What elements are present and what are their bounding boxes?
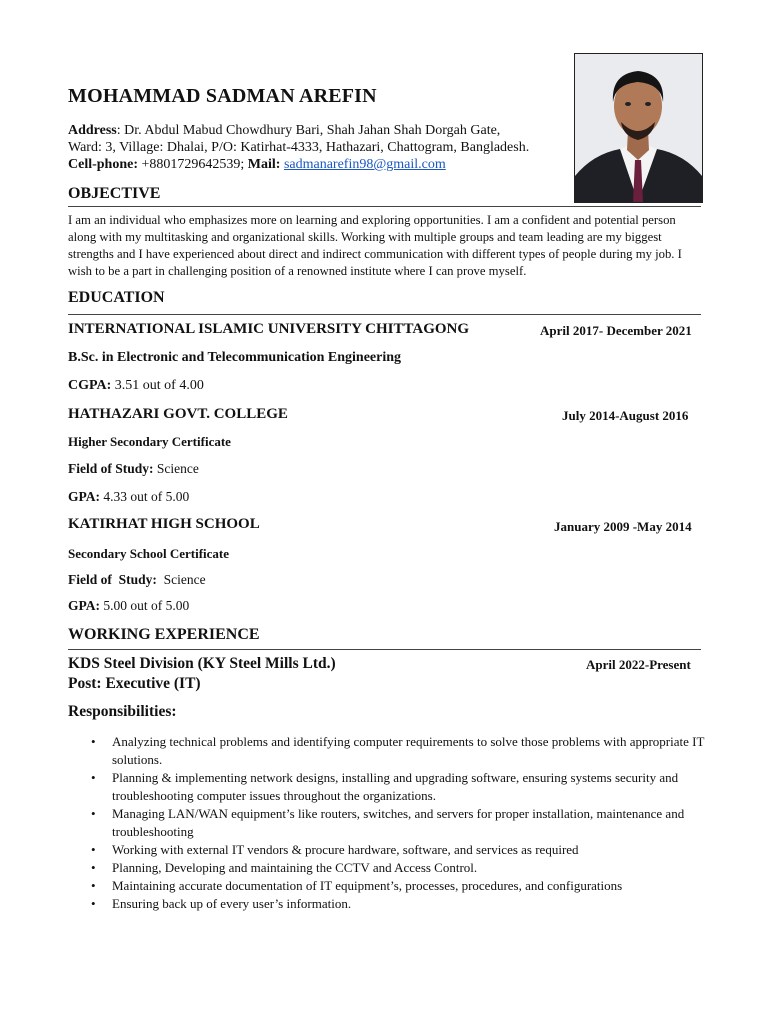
contact-line [68, 156, 568, 173]
profile-photo [574, 53, 703, 203]
email-link[interactable]: sadmanarefin98@gmail.com [283, 157, 446, 172]
list-item: • Managing LAN/WAN equipment’s like routers, switches, and servers for proper installation, maintenance and troubleshooting [112, 805, 712, 841]
field-label: Field of Study: [68, 461, 154, 476]
field-line [68, 572, 206, 588]
education-dates: July 2014-August 2016 [562, 408, 689, 423]
list-item: • Planning, Developing and maintaining the CCTV and Access Control. [112, 859, 712, 877]
list-item: • Ensuring back up of every user’s information. [112, 895, 712, 913]
list-item: • Analyzing technical problems and identifying computer requirements to solve those problems with appropriate IT solutions. [112, 733, 712, 769]
objective-divider [68, 206, 701, 207]
education-dates: April 2017- December 2021 [540, 323, 692, 338]
address-text-1: : Dr. Abdul Mabud Chowdhury Bari, Shah Jahan Shah Dorgah Gate, [116, 123, 501, 138]
education-divider [68, 314, 701, 315]
objective-heading: OBJECTIVE [68, 185, 161, 202]
grade-line [68, 598, 189, 614]
grade-value: 3.51 out of 4.00 [111, 378, 204, 393]
candidate-name: MOHAMMAD SADMAN AREFIN [68, 85, 377, 107]
job-post: Post: Executive (IT) [68, 675, 201, 692]
institution-name: HATHAZARI GOVT. COLLEGE [68, 406, 288, 422]
grade-label: CGPA: [68, 378, 112, 393]
experience-dates: April 2022-Present [586, 657, 691, 672]
responsibilities-list [112, 733, 712, 913]
grade-label: GPA: [68, 598, 100, 613]
mail-label: Mail: [247, 157, 281, 172]
list-item: • Planning & implementing network designs, installing and upgrading software, ensuring systems security and troubleshooting computer issues throughout the organizations. [112, 769, 712, 805]
contact-block [68, 122, 568, 173]
grade-value: 5.00 out of 5.00 [100, 598, 190, 613]
experience-divider [68, 649, 701, 650]
grade-value: 4.33 out of 5.00 [100, 489, 190, 504]
institution-name: KATIRHAT HIGH SCHOOL [68, 516, 260, 532]
field-label: Field of Study: [68, 572, 157, 587]
portrait-illustration [575, 54, 702, 202]
address-line-1 [68, 122, 568, 139]
grade-line [68, 489, 189, 505]
education-heading: EDUCATION [68, 289, 165, 306]
company-name: KDS Steel Division (KY Steel Mills Ltd.) [68, 655, 336, 672]
phone-label: Cell-phone: [68, 157, 138, 172]
experience-heading: WORKING EXPERIENCE [68, 626, 260, 643]
address-label: Address [68, 123, 117, 138]
field-value: Science [153, 461, 199, 476]
address-line-2: Ward: 3, Village: Dhalai, P/O: Katirhat-4333, Hathazari, Chattogram, Bangladesh. [68, 140, 530, 155]
education-dates: January 2009 -May 2014 [554, 519, 692, 534]
grade-line [68, 378, 204, 394]
responsibilities-heading: Responsibilities: [68, 703, 177, 720]
phone-number: +8801729642539; [138, 157, 248, 172]
degree-title: Higher Secondary Certificate [68, 434, 231, 449]
degree-title: Secondary School Certificate [68, 546, 230, 561]
degree-title: B.Sc. in Electronic and Telecommunication Engineering [68, 350, 402, 365]
grade-label: GPA: [68, 489, 100, 504]
list-item: • Maintaining accurate documentation of IT equipment’s, processes, procedures, and configurations [112, 877, 712, 895]
field-value: Science [156, 572, 206, 587]
field-line [68, 461, 199, 477]
institution-name: INTERNATIONAL ISLAMIC UNIVERSITY CHITTAGONG [68, 321, 470, 337]
list-item: • Working with external IT vendors & procure hardware, software, and services as required [112, 841, 712, 859]
objective-text: I am an individual who emphasizes more on learning and exploring opportunities. I am a confident and potential person along with my multitasking and organizational skills. Working with multiple groups and team leading are my biggest strengths and I have experienced about direct and indirect communication with different types of people during my job. I wish to be a part in challenging position of a renowned institute where I can prove myself. [68, 213, 682, 278]
